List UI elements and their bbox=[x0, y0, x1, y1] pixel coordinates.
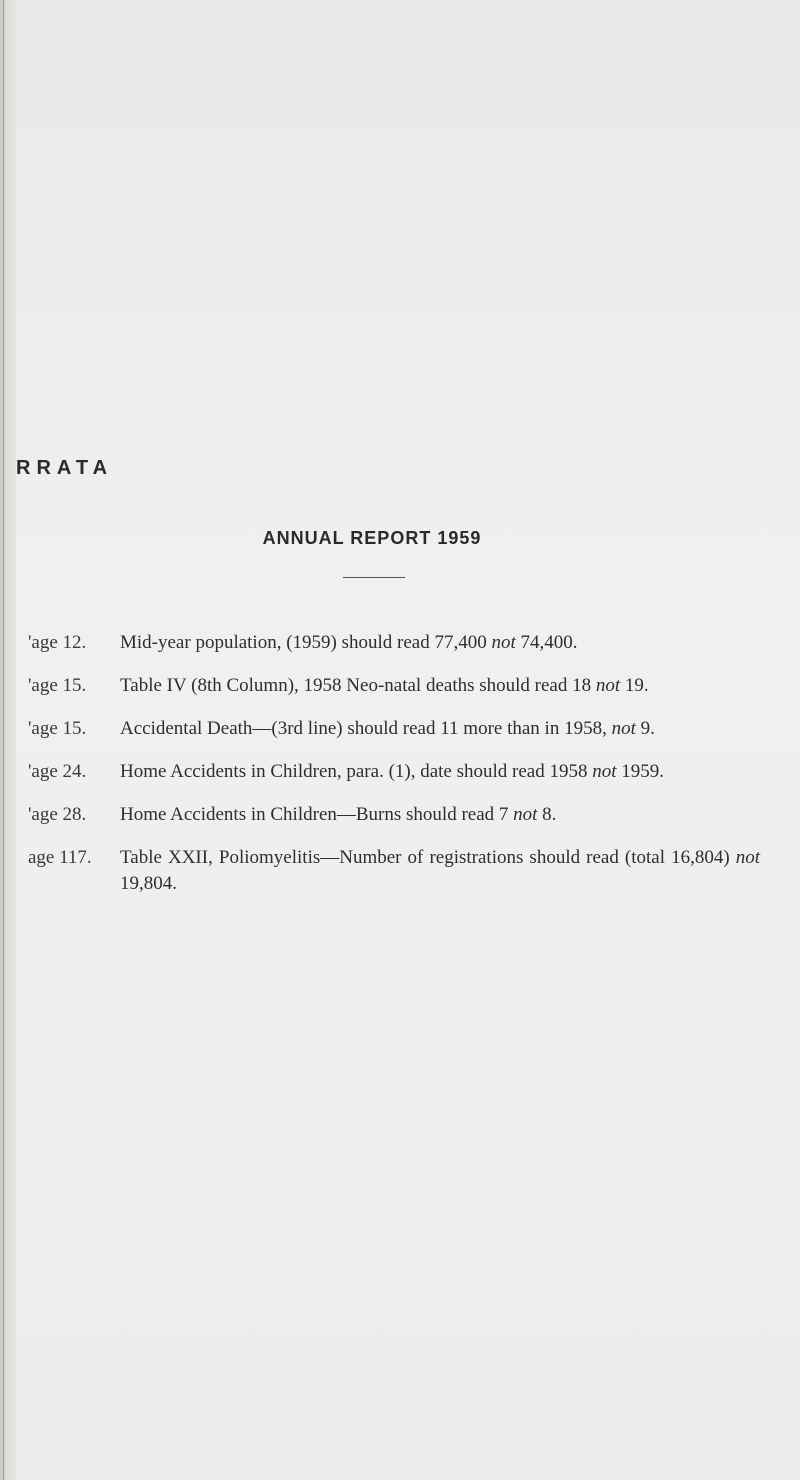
page-reference: 'age 15. bbox=[28, 675, 87, 696]
page-reference: 'age 15. bbox=[28, 718, 87, 739]
correction-text-main: Table XXII, Poliomyelitis—Number of registrations should read (total 16,804) bbox=[120, 847, 736, 868]
not-word: not bbox=[735, 847, 760, 868]
correction-text bbox=[120, 802, 760, 828]
binding-line bbox=[3, 0, 4, 1480]
correction-text-main: Home Accidents in Children—Burns should read 7 bbox=[120, 804, 514, 825]
correction-text-end: 74,400. bbox=[515, 632, 578, 653]
correction-text bbox=[120, 716, 760, 742]
errata-entry bbox=[28, 673, 768, 699]
divider-rule bbox=[343, 577, 405, 578]
correction-text-main: Table IV (8th Column), 1958 Neo-natal deaths should read 18 bbox=[120, 675, 596, 696]
errata-entry bbox=[28, 759, 768, 785]
page-reference: 'age 28. bbox=[28, 804, 87, 825]
page-reference: 'age 24. bbox=[28, 761, 87, 782]
not-word: not bbox=[491, 632, 516, 653]
correction-text-end: 19. bbox=[620, 675, 649, 696]
correction-text-end: 8. bbox=[537, 804, 557, 825]
correction-text-end: 19,804. bbox=[120, 873, 177, 894]
page-reference: age 117. bbox=[28, 847, 92, 868]
correction-text bbox=[120, 630, 760, 656]
not-word: not bbox=[595, 675, 621, 696]
correction-text bbox=[120, 673, 760, 699]
errata-entry bbox=[28, 630, 768, 656]
page-reference: 'age 12. bbox=[28, 632, 87, 653]
correction-text-end: 1959. bbox=[616, 761, 665, 782]
errata-heading: RRATA bbox=[16, 457, 114, 479]
errata-entry bbox=[28, 802, 768, 828]
correction-text-main: Mid-year population, (1959) should read 77,400 bbox=[120, 632, 492, 653]
correction-text-main: Accidental Death—(3rd line) should read 11 more than in 1958, bbox=[120, 718, 612, 739]
not-word: not bbox=[513, 804, 538, 825]
correction-text bbox=[120, 845, 760, 897]
errata-entry bbox=[28, 845, 768, 897]
not-word: not bbox=[592, 761, 617, 782]
correction-text-end: 9. bbox=[635, 718, 655, 739]
errata-entry bbox=[28, 716, 768, 742]
not-word: not bbox=[611, 718, 636, 739]
errata-list bbox=[28, 630, 768, 914]
correction-text bbox=[120, 759, 760, 785]
correction-text-main: Home Accidents in Children, para. (1), date should read 1958 bbox=[120, 761, 593, 782]
report-title: ANNUAL REPORT 1959 bbox=[262, 528, 482, 548]
